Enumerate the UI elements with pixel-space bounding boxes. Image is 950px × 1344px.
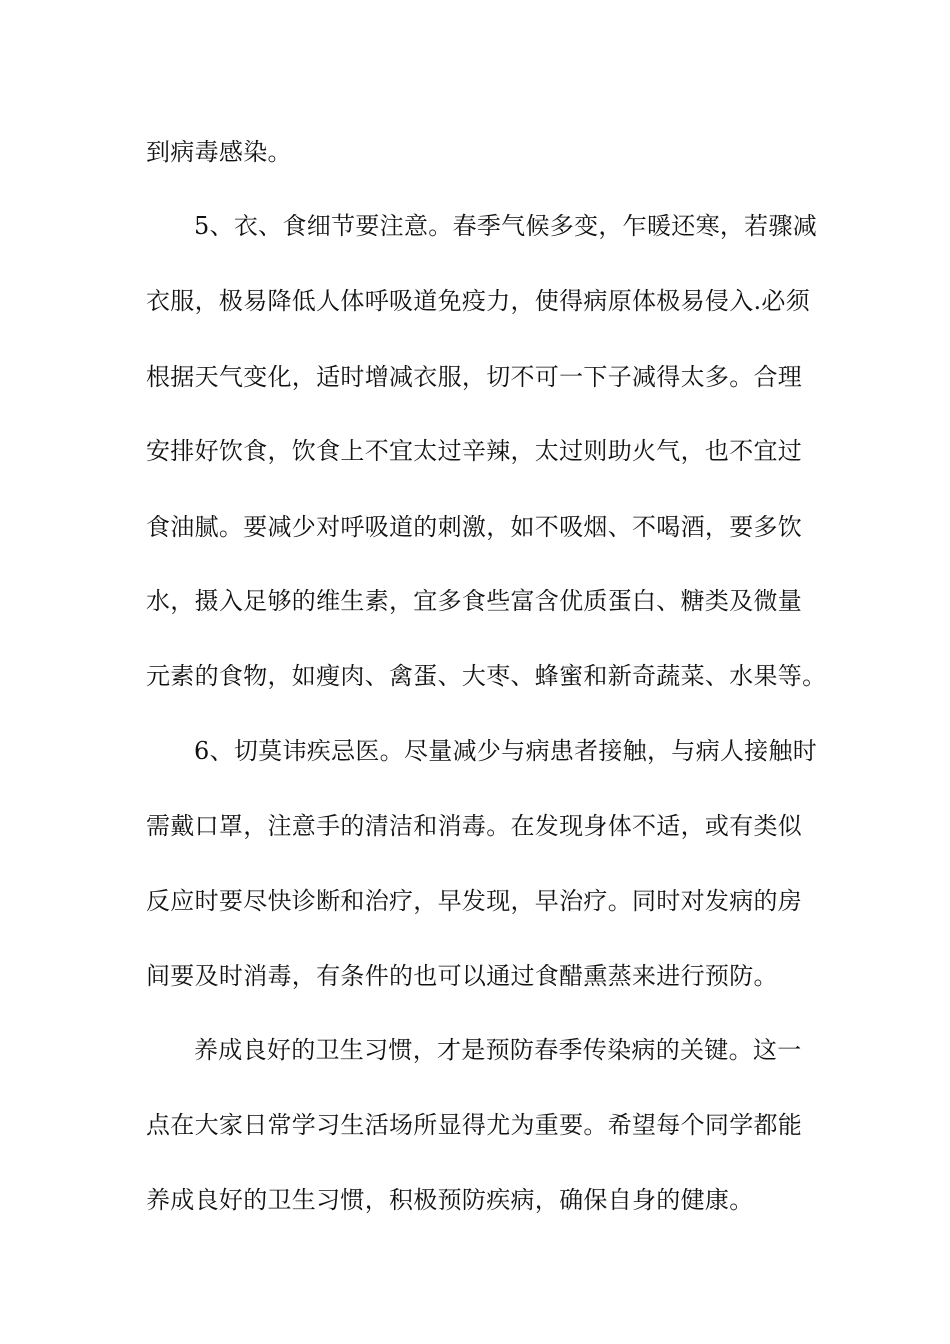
text-line: 养成良好的卫生习惯，积极预防疾病，确保自身的健康。	[146, 1186, 754, 1214]
text-line: 5、衣、食细节要注意。春季气候多变，乍暖还寒，若骤减	[194, 212, 818, 240]
text-line: 根据天气变化，适时增减衣服，切不可一下子减得太多。合理	[146, 363, 803, 391]
text-line: 反应时要尽快诊断和治疗，早发现，早治疗。同时对发病的房	[146, 887, 803, 915]
text-line: 安排好饮食，饮食上不宜太过辛辣，太过则助火气，也不宜过	[146, 437, 803, 465]
text-line: 衣服，极易降低人体呼吸道免疫力，使得病原体极易侵入.必须	[146, 287, 811, 315]
text-line: 元素的食物，如瘦肉、禽蛋、大枣、蜂蜜和新奇蔬菜、水果等。	[146, 662, 827, 690]
text-line: 水，摄入足够的维生素，宜多食些富含优质蛋白、糖类及微量	[146, 587, 803, 615]
text-line: 点在大家日常学习生活场所显得尤为重要。希望每个同学都能	[146, 1111, 803, 1139]
text-line: 6、切莫讳疾忌医。尽量减少与病患者接触，与病人接触时	[194, 737, 818, 765]
text-line: 需戴口罩，注意手的清洁和消毒。在发现身体不适，或有类似	[146, 812, 803, 840]
text-line: 间要及时消毒，有条件的也可以通过食醋熏蒸来进行预防。	[146, 962, 778, 990]
text-line: 养成良好的卫生习惯，才是预防春季传染病的关键。这一	[194, 1036, 802, 1064]
text-line: 到病毒感染。	[146, 138, 292, 166]
text-line: 食油腻。要减少对呼吸道的刺激，如不吸烟、不喝酒，要多饮	[146, 513, 803, 541]
